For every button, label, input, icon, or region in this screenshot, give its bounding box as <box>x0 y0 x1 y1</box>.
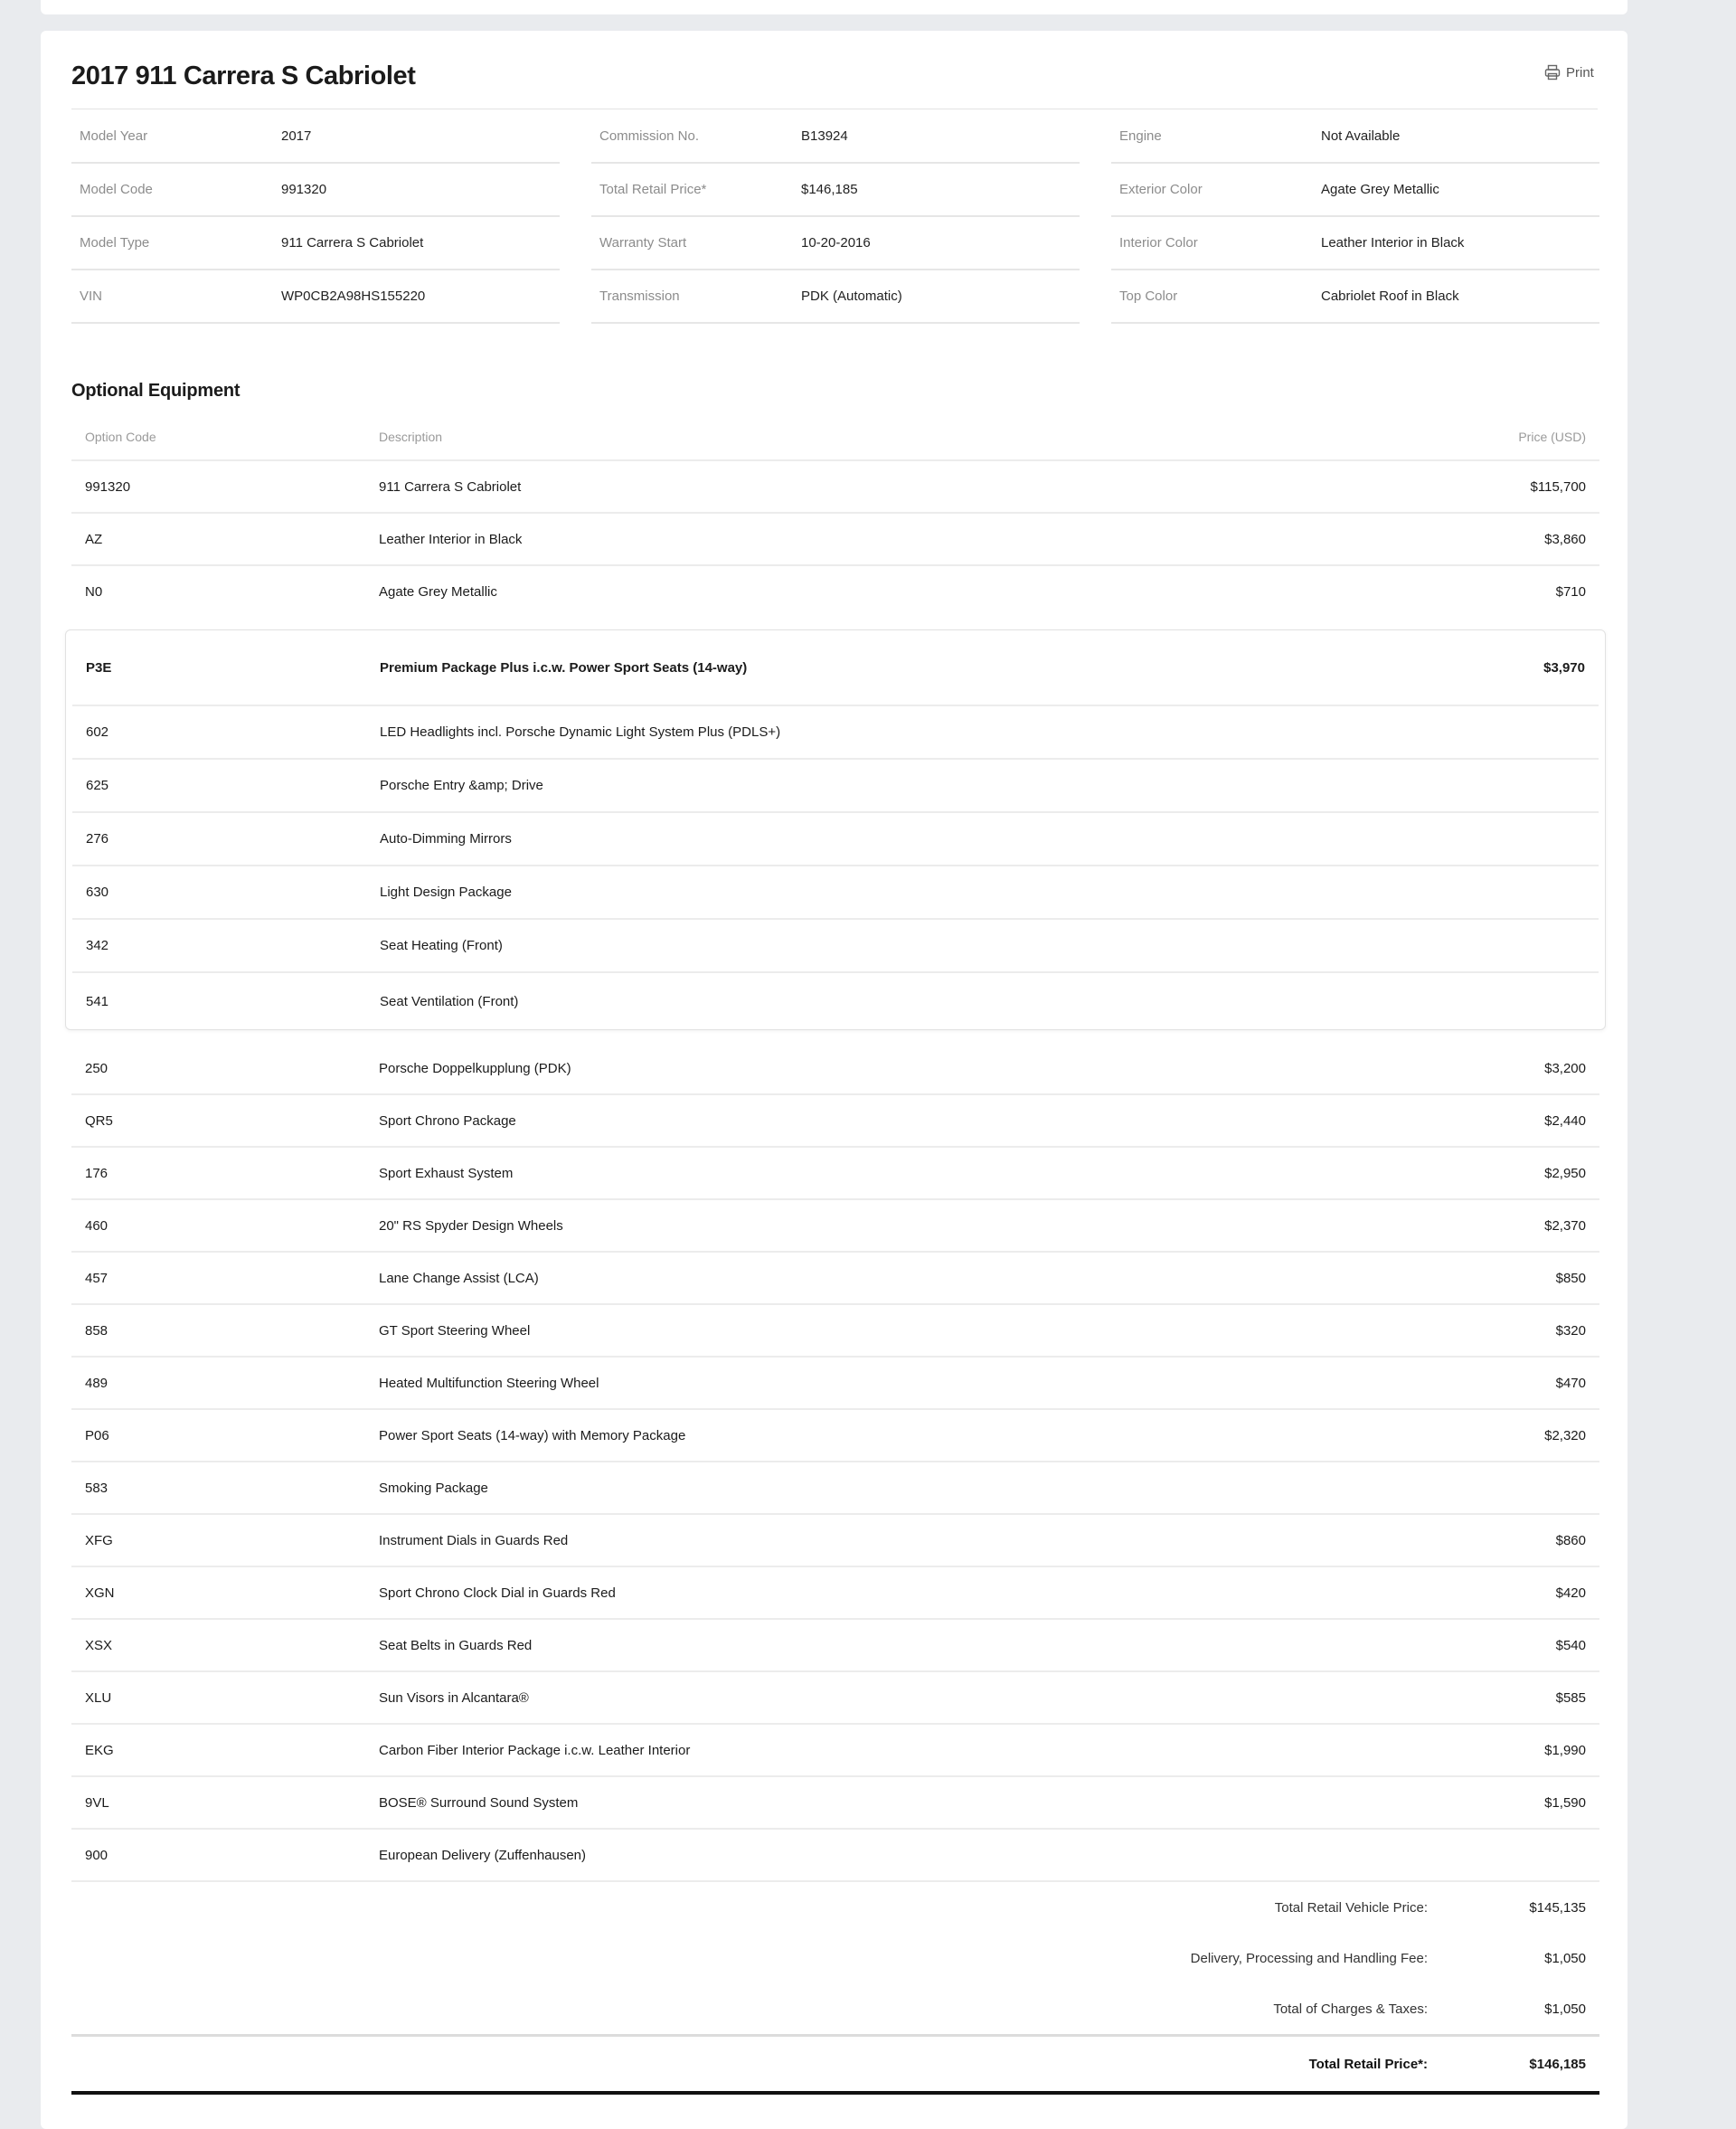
table-row <box>71 1043 1599 1095</box>
option-price: $710 <box>1555 583 1586 600</box>
spec-row-engine <box>1111 110 1599 164</box>
option-code: P3E <box>86 659 112 676</box>
spec-label: VIN <box>80 289 103 304</box>
option-price: $3,970 <box>1543 659 1585 676</box>
spec-value: $146,185 <box>801 182 858 197</box>
spec-value: Leather Interior in Black <box>1321 235 1465 251</box>
option-description: Carbon Fiber Interior Package i.c.w. Leather Interior <box>379 1742 691 1758</box>
option-price: $3,860 <box>1544 531 1586 547</box>
option-price: $2,950 <box>1544 1165 1586 1181</box>
spec-row-warranty-start <box>591 217 1080 270</box>
total-label: Delivery, Processing and Handling Fee: <box>1190 1950 1428 1966</box>
table-row <box>71 1358 1599 1410</box>
option-code: 457 <box>85 1270 108 1286</box>
table-row <box>71 1515 1599 1567</box>
option-description: GT Sport Steering Wheel <box>379 1322 531 1339</box>
spec-value: WP0CB2A98HS155220 <box>281 289 426 304</box>
spec-label: Total Retail Price* <box>599 182 707 197</box>
option-code: P06 <box>85 1427 109 1443</box>
table-row <box>71 1253 1599 1305</box>
option-description: Sun Visors in Alcantara® <box>379 1689 529 1706</box>
spec-column-3 <box>1111 110 1599 324</box>
spec-value: 991320 <box>281 182 327 197</box>
option-description: Premium Package Plus i.c.w. Power Sport Seats (14-way) <box>380 659 748 676</box>
option-code: 991320 <box>85 478 131 495</box>
option-description: Sport Exhaust System <box>379 1165 514 1181</box>
spec-row-interior-color <box>1111 217 1599 270</box>
price-totals <box>71 1882 1599 2095</box>
option-description: Instrument Dials in Guards Red <box>379 1532 569 1548</box>
spec-label: Model Year <box>80 128 148 144</box>
rows-before-package <box>71 461 1599 617</box>
option-code: AZ <box>85 531 103 547</box>
option-code: 900 <box>85 1847 108 1863</box>
table-row <box>71 1672 1599 1725</box>
table-row <box>71 1148 1599 1200</box>
total-label: Total of Charges & Taxes: <box>1273 2001 1428 2017</box>
option-description: Seat Belts in Guards Red <box>379 1637 533 1653</box>
option-code: 489 <box>85 1375 108 1391</box>
option-description: Agate Grey Metallic <box>379 583 497 600</box>
table-row <box>71 1410 1599 1462</box>
table-row <box>71 1095 1599 1148</box>
spec-value: Agate Grey Metallic <box>1321 182 1439 197</box>
spec-column-2 <box>591 110 1080 324</box>
spec-value: Cabriolet Roof in Black <box>1321 289 1459 304</box>
option-code: 342 <box>86 938 109 953</box>
option-description: LED Headlights incl. Porsche Dynamic Light System Plus (PDLS+) <box>380 724 781 740</box>
option-code: 250 <box>85 1060 108 1076</box>
option-description: Auto-Dimming Mirrors <box>380 831 512 847</box>
print-label: Print <box>1566 64 1594 80</box>
option-price: $2,320 <box>1544 1427 1586 1443</box>
spec-value: 2017 <box>281 128 312 144</box>
option-description: European Delivery (Zuffenhausen) <box>379 1847 587 1863</box>
option-description: Porsche Entry &amp; Drive <box>380 778 543 793</box>
option-description: Seat Heating (Front) <box>380 938 503 953</box>
option-code: EKG <box>85 1742 114 1758</box>
option-code: 858 <box>85 1322 108 1339</box>
table-row <box>71 1725 1599 1777</box>
option-code: 583 <box>85 1480 108 1496</box>
optional-equipment-table <box>71 414 1599 2095</box>
package-item-row <box>72 760 1599 813</box>
option-price: $540 <box>1555 1637 1586 1653</box>
printer-icon <box>1544 64 1561 80</box>
total-row <box>71 1983 1599 2034</box>
total-label: Total Retail Price*: <box>1308 2056 1428 2072</box>
option-code: 176 <box>85 1165 108 1181</box>
option-price: $470 <box>1555 1375 1586 1391</box>
package-item-row <box>72 813 1599 866</box>
option-code: XLU <box>85 1689 112 1706</box>
column-header-code: Option Code <box>85 430 156 444</box>
option-price: $2,370 <box>1544 1217 1586 1234</box>
option-price: $585 <box>1555 1689 1586 1706</box>
table-row <box>71 1462 1599 1515</box>
column-header-description: Description <box>379 430 443 444</box>
spec-row-commission-no <box>591 110 1080 164</box>
spec-row-model-type <box>71 217 560 270</box>
table-row <box>71 566 1599 617</box>
spec-label: Engine <box>1119 128 1162 144</box>
option-description: Power Sport Seats (14-way) with Memory Package <box>379 1427 686 1443</box>
option-code: 602 <box>86 724 109 740</box>
spec-label: Warranty Start <box>599 235 687 251</box>
previous-card <box>41 0 1628 14</box>
option-price: $2,440 <box>1544 1112 1586 1129</box>
option-code: XSX <box>85 1637 113 1653</box>
table-row <box>71 1200 1599 1253</box>
option-description: Heated Multifunction Steering Wheel <box>379 1375 599 1391</box>
option-description: Light Design Package <box>380 885 512 900</box>
spec-row-transmission <box>591 270 1080 324</box>
spec-column-1 <box>71 110 560 324</box>
total-retail-price-row <box>71 2034 1599 2095</box>
option-price: $3,200 <box>1544 1060 1586 1076</box>
table-row <box>71 1830 1599 1882</box>
table-row <box>71 1567 1599 1620</box>
spec-label: Exterior Color <box>1119 182 1203 197</box>
package-item-row <box>72 706 1599 760</box>
option-code: XGN <box>85 1585 115 1601</box>
vehicle-details-card <box>41 31 1628 2129</box>
package-item-row <box>72 866 1599 920</box>
package-item-row <box>72 973 1599 1029</box>
option-price: $115,700 <box>1530 478 1586 495</box>
spec-value: 911 Carrera S Cabriolet <box>281 235 424 251</box>
spec-label: Model Type <box>80 235 150 251</box>
rows-after-package <box>71 1043 1599 1882</box>
vehicle-title: 2017 911 Carrera S Cabriolet <box>71 62 416 90</box>
option-code: 9VL <box>85 1794 109 1811</box>
spec-label: Commission No. <box>599 128 700 144</box>
option-code: 460 <box>85 1217 108 1234</box>
package-row <box>72 630 1599 706</box>
option-code: 276 <box>86 831 109 847</box>
spec-value: Not Available <box>1321 128 1401 144</box>
print-button[interactable] <box>1544 60 1594 85</box>
spec-row-model-year <box>71 110 560 164</box>
spec-row-total-retail-price <box>591 164 1080 217</box>
spec-row-vin <box>71 270 560 324</box>
spec-label: Model Code <box>80 182 153 197</box>
option-description: Lane Change Assist (LCA) <box>379 1270 539 1286</box>
total-value: $1,050 <box>1544 2001 1586 2017</box>
spec-label: Transmission <box>599 289 680 304</box>
total-value: $146,185 <box>1529 2056 1586 2072</box>
total-row <box>71 1933 1599 1983</box>
spec-label: Interior Color <box>1119 235 1198 251</box>
column-header-price: Price (USD) <box>1518 430 1586 444</box>
option-price: $850 <box>1555 1270 1586 1286</box>
option-description: Sport Chrono Clock Dial in Guards Red <box>379 1585 616 1601</box>
option-price: $420 <box>1555 1585 1586 1601</box>
total-value: $1,050 <box>1544 1950 1586 1966</box>
spec-row-exterior-color <box>1111 164 1599 217</box>
table-row <box>71 1620 1599 1672</box>
vehicle-specs <box>71 110 1599 320</box>
spec-value: B13924 <box>801 128 848 144</box>
option-price: $320 <box>1555 1322 1586 1339</box>
table-header <box>71 414 1599 461</box>
table-row <box>71 461 1599 514</box>
total-row <box>71 1882 1599 1933</box>
option-price: $860 <box>1555 1532 1586 1548</box>
table-row <box>71 1777 1599 1830</box>
total-value: $145,135 <box>1529 1899 1586 1916</box>
option-code: 541 <box>86 993 109 1009</box>
option-description: Smoking Package <box>379 1480 488 1496</box>
option-price: $1,590 <box>1544 1794 1586 1811</box>
spec-value: 10-20-2016 <box>801 235 871 251</box>
option-description: BOSE® Surround Sound System <box>379 1794 579 1811</box>
spec-row-model-code <box>71 164 560 217</box>
option-description: Leather Interior in Black <box>379 531 523 547</box>
option-description: Porsche Doppelkupplung (PDK) <box>379 1060 571 1076</box>
option-description: Sport Chrono Package <box>379 1112 516 1129</box>
table-row <box>71 1305 1599 1358</box>
option-description: 911 Carrera S Cabriolet <box>379 478 522 495</box>
package-item-row <box>72 920 1599 973</box>
total-label: Total Retail Vehicle Price: <box>1274 1899 1428 1916</box>
table-row <box>71 514 1599 566</box>
option-description: 20" RS Spyder Design Wheels <box>379 1217 563 1234</box>
spec-label: Top Color <box>1119 289 1178 304</box>
option-code: 630 <box>86 885 109 900</box>
option-code: 625 <box>86 778 109 793</box>
spec-row-top-color <box>1111 270 1599 324</box>
option-code: N0 <box>85 583 103 600</box>
option-code: XFG <box>85 1532 113 1548</box>
option-code: QR5 <box>85 1112 113 1129</box>
spec-value: PDK (Automatic) <box>801 289 902 304</box>
optional-equipment-title: Optional Equipment <box>71 381 241 401</box>
package-group <box>65 629 1606 1030</box>
option-description: Seat Ventilation (Front) <box>380 993 519 1009</box>
option-price: $1,990 <box>1544 1742 1586 1758</box>
